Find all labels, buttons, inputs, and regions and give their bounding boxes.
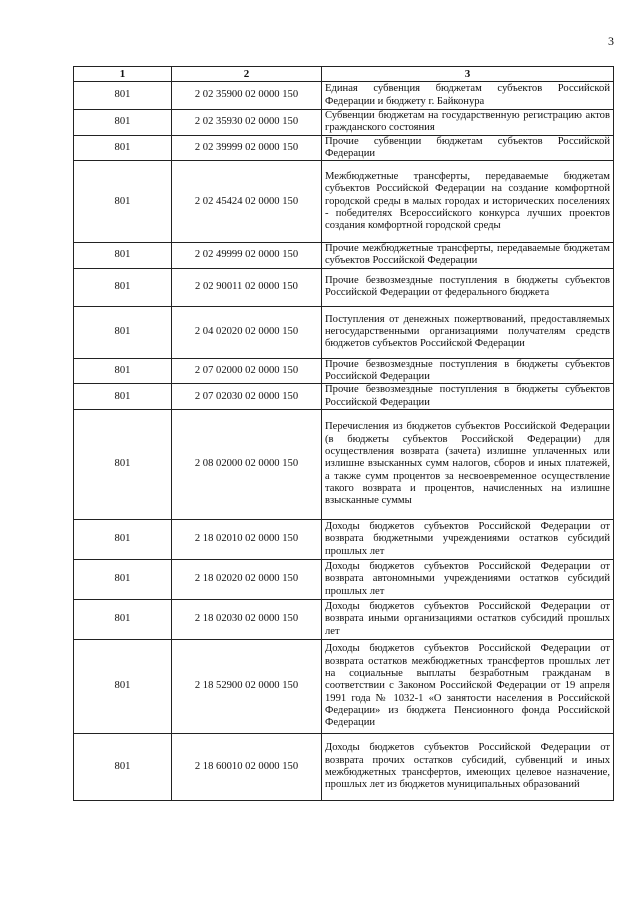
admin-code-cell: 801 xyxy=(74,82,172,110)
income-code-cell: 2 02 35930 02 0000 150 xyxy=(172,110,322,136)
page-number: 3 xyxy=(608,34,614,48)
table-row xyxy=(74,243,614,269)
admin-code-cell: 801 xyxy=(74,161,172,243)
table-row xyxy=(74,639,614,733)
column-header-2: 2 xyxy=(172,67,322,82)
budget-codes-table xyxy=(73,66,614,801)
income-name-cell: Прочие безвозмездные поступления в бюджеты субъектов Российской Федерации от федерального бюджета xyxy=(322,268,614,306)
table-row xyxy=(74,82,614,110)
income-code-cell: 2 18 52900 02 0000 150 xyxy=(172,639,322,733)
income-name-cell: Поступления от денежных пожертвований, предоставляемых негосударственными организациями получателям средств бюджетов субъектов Российской Федерации xyxy=(322,306,614,358)
income-name-cell: Доходы бюджетов субъектов Российской Федерации от возврата бюджетными учреждениями остатков субсидий прошлых лет xyxy=(322,519,614,559)
income-code-cell: 2 07 02030 02 0000 150 xyxy=(172,384,322,410)
table-row xyxy=(74,559,614,599)
income-code-cell: 2 02 49999 02 0000 150 xyxy=(172,243,322,269)
income-code-cell: 2 02 35900 02 0000 150 xyxy=(172,82,322,110)
income-code-cell: 2 07 02000 02 0000 150 xyxy=(172,358,322,384)
income-name-cell: Субвенции бюджетам на государственную регистрацию актов гражданского состояния xyxy=(322,110,614,136)
admin-code-cell: 801 xyxy=(74,559,172,599)
income-code-cell: 2 18 02030 02 0000 150 xyxy=(172,599,322,639)
admin-code-cell: 801 xyxy=(74,599,172,639)
admin-code-cell: 801 xyxy=(74,384,172,410)
income-code-cell: 2 04 02020 02 0000 150 xyxy=(172,306,322,358)
income-code-cell: 2 18 02020 02 0000 150 xyxy=(172,559,322,599)
table-row xyxy=(74,409,614,519)
admin-code-cell: 801 xyxy=(74,639,172,733)
income-name-cell: Прочие межбюджетные трансферты, передаваемые бюджетам субъектов Российской Федерации xyxy=(322,243,614,269)
admin-code-cell: 801 xyxy=(74,306,172,358)
income-name-cell: Доходы бюджетов субъектов Российской Федерации от возврата остатков межбюджетных трансфертов прошлых лет на социальные выплаты безработным гражданам в соответствии с Законом Российской Федерации от 19 апреля 1991 года № 1032-1 «О занятости населения в Российской Федерации» из бюджета Пенсионного фонда Российской Федерации xyxy=(322,639,614,733)
table-row xyxy=(74,358,614,384)
income-name-cell: Прочие субвенции бюджетам субъектов Российской Федерации xyxy=(322,135,614,161)
table-body xyxy=(74,82,614,801)
table-row xyxy=(74,268,614,306)
income-name-cell: Доходы бюджетов субъектов Российской Федерации от возврата автономными учреждениями остатков субсидий прошлых лет xyxy=(322,559,614,599)
table-row xyxy=(74,306,614,358)
income-code-cell: 2 08 02000 02 0000 150 xyxy=(172,409,322,519)
income-code-cell: 2 02 39999 02 0000 150 xyxy=(172,135,322,161)
table-row xyxy=(74,733,614,800)
admin-code-cell: 801 xyxy=(74,519,172,559)
income-name-cell: Прочие безвозмездные поступления в бюджеты субъектов Российской Федерации xyxy=(322,358,614,384)
table-row xyxy=(74,110,614,136)
table-row xyxy=(74,599,614,639)
income-name-cell: Доходы бюджетов субъектов Российской Федерации от возврата прочих остатков субсидий, субвенций и иных межбюджетных трансфертов, имеющих целевое назначение, прошлых лет из бюджетов муниципальных образований xyxy=(322,733,614,800)
income-name-cell: Перечисления из бюджетов субъектов Российской Федерации (в бюджеты субъектов Российской Федерации) для осуществления возврата (зачета) излишне уплаченных или излишне взысканных сумм налогов, сборов и иных платежей, а также сумм процентов за несвоевременное осуществление такого возврата и процентов, начисленных на излишне взысканные суммы xyxy=(322,409,614,519)
admin-code-cell: 801 xyxy=(74,243,172,269)
income-code-cell: 2 18 02010 02 0000 150 xyxy=(172,519,322,559)
table-header-row xyxy=(74,67,614,82)
income-code-cell: 2 02 90011 02 0000 150 xyxy=(172,268,322,306)
income-code-cell: 2 18 60010 02 0000 150 xyxy=(172,733,322,800)
column-header-1: 1 xyxy=(74,67,172,82)
column-header-3: 3 xyxy=(322,67,614,82)
admin-code-cell: 801 xyxy=(74,409,172,519)
income-name-cell: Межбюджетные трансферты, передаваемые бюджетам субъектов Российской Федерации на создание комфортной городской среды в малых городах и исторических поселениях - победителях Всероссийского конкурса лучших проектов создания комфортной городской среды xyxy=(322,161,614,243)
income-name-cell: Единая субвенция бюджетам субъектов Российской Федерации и бюджету г. Байконура xyxy=(322,82,614,110)
income-code-cell: 2 02 45424 02 0000 150 xyxy=(172,161,322,243)
income-name-cell: Прочие безвозмездные поступления в бюджеты субъектов Российской Федерации xyxy=(322,384,614,410)
admin-code-cell: 801 xyxy=(74,358,172,384)
table-row xyxy=(74,384,614,410)
admin-code-cell: 801 xyxy=(74,110,172,136)
table-row xyxy=(74,519,614,559)
admin-code-cell: 801 xyxy=(74,268,172,306)
income-name-cell: Доходы бюджетов субъектов Российской Федерации от возврата иными организациями остатков субсидий прошлых лет xyxy=(322,599,614,639)
table-row xyxy=(74,161,614,243)
admin-code-cell: 801 xyxy=(74,135,172,161)
table-row xyxy=(74,135,614,161)
admin-code-cell: 801 xyxy=(74,733,172,800)
